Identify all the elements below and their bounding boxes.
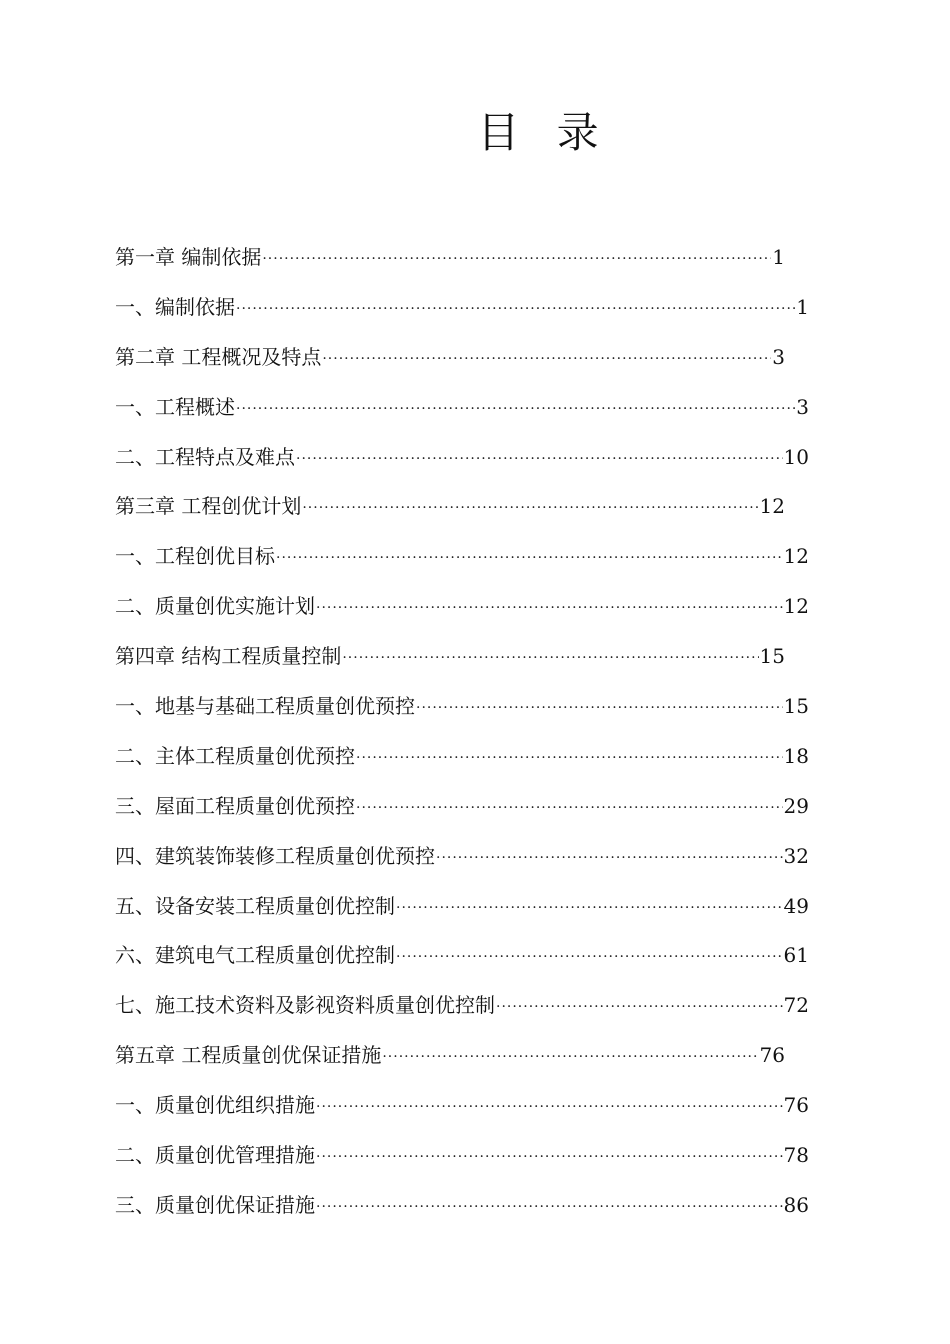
toc-entry-page: 3 <box>796 394 809 419</box>
toc-entry-label: 三、质量创优保证措施 <box>115 1192 315 1217</box>
toc-entry-label: 三、屋面工程质量创优预控 <box>115 793 355 818</box>
toc-entry-label: 第三章 工程创优计划 <box>115 494 302 519</box>
toc-entry-page: 10 <box>783 444 809 469</box>
toc-entry-page: 12 <box>783 594 809 619</box>
toc-entry-label: 五、设备安装工程质量创优控制 <box>115 893 395 918</box>
toc-entry-label: 二、主体工程质量创优预控 <box>115 743 355 768</box>
toc-title: 目 录 <box>477 108 611 157</box>
toc-leader-dots <box>302 501 758 515</box>
toc-leader-dots <box>296 452 783 466</box>
toc-entry[interactable] <box>115 681 809 731</box>
toc-entry[interactable] <box>115 781 809 831</box>
toc-entry[interactable] <box>115 631 809 681</box>
toc-entry-page: 61 <box>783 943 809 968</box>
toc-entry-page: 3 <box>772 344 785 369</box>
toc-entry-label: 第五章 工程质量创优保证措施 <box>115 1043 382 1068</box>
toc-entry-page: 1 <box>772 244 785 269</box>
toc-entry-label: 一、质量创优组织措施 <box>115 1093 315 1118</box>
toc-entry-page: 49 <box>783 893 809 918</box>
toc-entry[interactable] <box>115 980 809 1030</box>
toc-entry-page: 29 <box>783 793 809 818</box>
toc-entry-page: 76 <box>759 1043 785 1068</box>
toc-entry[interactable] <box>115 1080 809 1130</box>
toc-leader-dots <box>316 1100 783 1114</box>
toc-entry-label: 二、质量创优实施计划 <box>115 594 315 619</box>
toc-entry[interactable] <box>115 382 809 432</box>
toc-entry-label: 第一章 编制依据 <box>115 244 262 269</box>
toc-entry-label: 一、地基与基础工程质量创优预控 <box>115 693 415 718</box>
toc-entry-label: 第二章 工程概况及特点 <box>115 344 322 369</box>
toc-leader-dots <box>396 950 783 964</box>
toc-entry[interactable] <box>115 1030 809 1080</box>
toc-entry-label: 一、工程创优目标 <box>115 544 275 569</box>
toc-entry[interactable] <box>115 930 809 980</box>
toc-leader-dots <box>276 551 783 565</box>
toc-entry[interactable] <box>115 481 809 531</box>
toc-entry[interactable] <box>115 731 809 781</box>
toc-leader-dots <box>316 1200 783 1214</box>
toc-entry-label: 二、工程特点及难点 <box>115 444 295 469</box>
toc-entry[interactable] <box>115 881 809 931</box>
table-of-contents <box>115 232 809 1230</box>
toc-leader-dots <box>342 651 758 665</box>
toc-leader-dots <box>436 851 783 865</box>
toc-leader-dots <box>322 352 771 366</box>
toc-leader-dots <box>316 601 783 615</box>
toc-entry[interactable] <box>115 332 809 382</box>
toc-entry-label: 七、施工技术资料及影视资料质量创优控制 <box>115 993 495 1018</box>
toc-leader-dots <box>496 1000 783 1014</box>
toc-leader-dots <box>316 1150 783 1164</box>
toc-leader-dots <box>356 801 783 815</box>
toc-entry-label: 一、编制依据 <box>115 294 235 319</box>
toc-entry-label: 一、工程概述 <box>115 394 235 419</box>
toc-entry[interactable] <box>115 232 809 282</box>
toc-entry[interactable] <box>115 1130 809 1180</box>
toc-entry-page: 76 <box>783 1093 809 1118</box>
toc-entry-page: 78 <box>783 1142 809 1167</box>
toc-entry[interactable] <box>115 831 809 881</box>
toc-entry-page: 15 <box>783 693 809 718</box>
toc-leader-dots <box>236 302 795 316</box>
toc-entry-page: 32 <box>783 843 809 868</box>
toc-entry[interactable] <box>115 531 809 581</box>
toc-leader-dots <box>356 751 783 765</box>
toc-leader-dots <box>396 901 783 915</box>
toc-leader-dots <box>382 1050 758 1064</box>
toc-entry[interactable] <box>115 282 809 332</box>
toc-entry[interactable] <box>115 581 809 631</box>
toc-entry-page: 86 <box>783 1192 809 1217</box>
toc-entry-page: 12 <box>783 544 809 569</box>
toc-entry[interactable] <box>115 432 809 482</box>
toc-entry-page: 18 <box>783 743 809 768</box>
toc-entry-page: 12 <box>759 494 785 519</box>
toc-leader-dots <box>236 402 795 416</box>
toc-leader-dots <box>416 701 783 715</box>
toc-entry-label: 六、建筑电气工程质量创优控制 <box>115 943 395 968</box>
toc-entry[interactable] <box>115 1180 809 1230</box>
toc-entry-label: 四、建筑装饰装修工程质量创优预控 <box>115 843 435 868</box>
toc-entry-page: 72 <box>783 993 809 1018</box>
toc-entry-label: 二、质量创优管理措施 <box>115 1142 315 1167</box>
toc-leader-dots <box>262 252 771 266</box>
toc-entry-page: 1 <box>796 294 809 319</box>
toc-entry-label: 第四章 结构工程质量控制 <box>115 644 342 669</box>
toc-entry-page: 15 <box>759 644 785 669</box>
